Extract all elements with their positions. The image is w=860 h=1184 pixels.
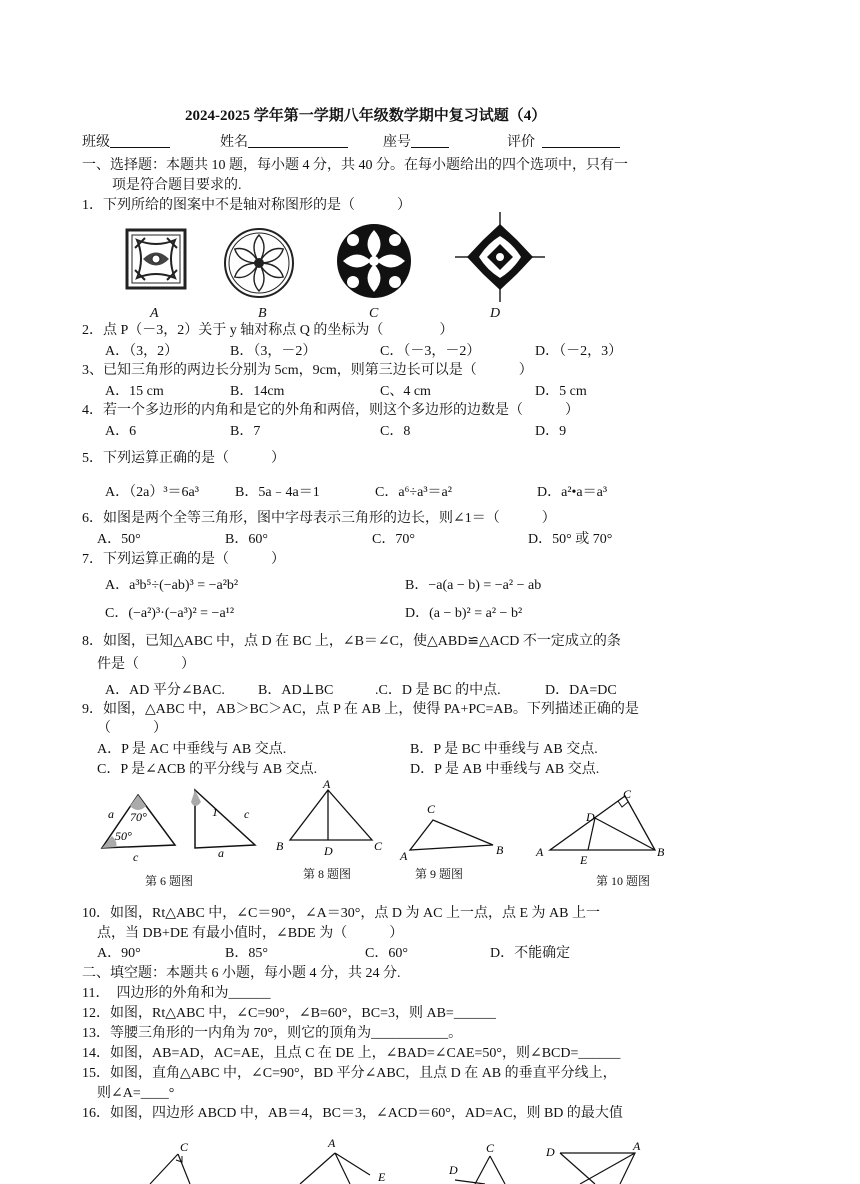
q4-option-d[interactable]: D．9: [535, 424, 567, 439]
q4-stem: 4．若一个多边形的内角和是它的外角和两倍，则这个多边形的边数是（ ）: [82, 403, 579, 418]
q10-caption: 第 10 题图: [596, 874, 651, 888]
q4-option-b[interactable]: B．7: [230, 424, 261, 439]
section2-heading: 二、填空题：本题共 6 小题，每小题 4 分，共 24 分.: [82, 966, 401, 981]
q14-figure: [290, 1135, 400, 1184]
q6-stem: 6．如图是两个全等三角形，图中字母表示三角形的边长，则∠1＝（ ）: [82, 511, 556, 526]
q8-label-d: D: [324, 844, 333, 858]
grade-field: [507, 133, 620, 152]
q2-stem: 2．点 P（－3，2）关于 y 轴对称点 Q 的坐标为（ ）: [82, 323, 454, 338]
q6-option-b[interactable]: B．60°: [225, 532, 268, 547]
q8-label-b: B: [276, 839, 284, 853]
q6-label-c2: c: [244, 807, 250, 821]
q9-option-d[interactable]: D．P 是 AB 中垂线与 AB 交点.: [410, 762, 600, 777]
page-title: 2024-2025 学年第一学期八年级数学期中复习试题（4）: [185, 108, 547, 124]
class-blank[interactable]: [110, 133, 170, 148]
q15-label-d: D: [449, 1163, 458, 1177]
pattern-c-image: [335, 222, 413, 300]
q15-label-c: C: [486, 1141, 495, 1155]
q12-figure: [140, 1140, 200, 1184]
q6-caption: 第 6 题图: [145, 874, 194, 888]
q9-label-a: A: [400, 849, 408, 863]
q8-stem: 8．如图，已知△ABC 中，点 D 在 BC 上，∠B＝∠C，使△ABD≌△ACD 不一定成立的条: [82, 634, 621, 649]
q6-label-c: c: [133, 850, 139, 864]
q5-stem: 5．下列运算正确的是（ ）: [82, 451, 285, 466]
q14-label-a: A: [328, 1136, 336, 1150]
q7-option-c[interactable]: C．(−a²)³·(−a³)² = −a¹²: [105, 606, 235, 621]
q2-option-c[interactable]: C．（－3，－2）: [380, 344, 481, 359]
q8-label-a: A: [323, 777, 331, 791]
q9-option-c[interactable]: C．P 是∠ACB 的平分线与 AB 交点.: [97, 762, 318, 777]
q10-label-c: C: [623, 787, 632, 801]
q12-label-c: C: [180, 1140, 189, 1154]
q5-option-d[interactable]: D．a²•a＝a³: [537, 485, 608, 500]
section1-heading-cont: 项是符合题目要求的.: [112, 178, 242, 193]
seat-field: [383, 133, 449, 152]
name-label: 姓名: [220, 135, 248, 150]
q16-figure: [540, 1135, 650, 1184]
q9-stem: 9．如图，△ABC 中，AB＞BC＞AC，点 P 在 AB 上，使得 PA+PC=AB。下列描述正确的是: [82, 702, 639, 717]
q10-label-b: B: [657, 845, 665, 859]
pattern-b-image: [222, 226, 296, 300]
q8-option-c[interactable]: .C．D 是 BC 的中点.: [375, 683, 501, 698]
q1-label-b: B: [258, 306, 267, 321]
q13-text: 13．等腰三角形的一内角为 70°，则它的顶角为___________。: [82, 1026, 463, 1041]
q10-label-a: A: [536, 845, 544, 859]
q10-option-b[interactable]: B．85°: [225, 946, 268, 961]
q6-label-a2: a: [218, 846, 224, 860]
q8-figure: [276, 777, 390, 858]
q7-option-b[interactable]: B．−a(a − b) = −a² − ab: [405, 578, 542, 593]
q3-option-c[interactable]: C、4 cm: [380, 384, 431, 399]
pattern-d-image: [455, 212, 545, 302]
pattern-a-image: [125, 228, 187, 290]
seat-label: 座号: [383, 135, 411, 150]
q6-option-c[interactable]: C．70°: [372, 532, 415, 547]
q16-label-d: D: [546, 1145, 555, 1159]
q16-text: 16．如图，四边形 ABCD 中，AB＝4，BC＝3，∠ACD＝60°，AD=AC，则 BD 的最大值: [82, 1106, 623, 1121]
q10-figure: [530, 787, 670, 867]
q8-stem-cont: 件是（ ）: [97, 657, 195, 672]
q1-label-c: C: [369, 306, 379, 321]
q2-option-a[interactable]: A．（3，2）: [105, 344, 179, 359]
q10-option-a[interactable]: A．90°: [97, 946, 141, 961]
q6-label-50: 50°: [115, 829, 132, 843]
q5-option-a[interactable]: A．（2a）³＝6a³: [105, 485, 199, 500]
q7-option-d[interactable]: D．(a − b)² = a² − b²: [405, 606, 523, 621]
q6-figure: [100, 790, 260, 865]
q6-option-d[interactable]: D．50° 或 70°: [528, 532, 613, 547]
q9-figure: [398, 800, 513, 863]
q16-label-a: A: [633, 1139, 641, 1153]
q10-label-e: E: [580, 853, 588, 867]
class-label: 班级: [82, 135, 110, 150]
q1-stem: 1．下列所给的图案中不是轴对称图形的是（ ）: [82, 198, 411, 213]
q6-label-70: 70°: [130, 810, 147, 824]
seat-blank[interactable]: [411, 133, 449, 148]
section1-heading: 一、选择题：本题共 10 题，每小题 4 分，共 40 分。在每小题给出的四个选项中，只有一: [82, 158, 628, 173]
q6-label-a: a: [108, 807, 114, 821]
q10-stem-cont: 点，当 DB+DE 有最小值时，∠BDE 为（ ）: [97, 926, 404, 941]
q9-option-b[interactable]: B．P 是 BC 中垂线与 AB 交点.: [410, 742, 598, 757]
q1-label-a: A: [150, 306, 159, 321]
grade-label: 评价: [507, 135, 535, 150]
q8-caption: 第 8 题图: [303, 867, 352, 881]
q6-option-a[interactable]: A．50°: [97, 532, 141, 547]
name-field: [220, 133, 348, 152]
q12-text: 12．如图，Rt△ABC 中，∠C=90°，∠B=60°，BC=3，则 AB=______: [82, 1006, 496, 1021]
q3-stem: 3、已知三角形的两边长分别为 5cm，9cm，则第三边长可以是（ ）: [82, 363, 533, 378]
q14-text: 14．如图，AB=AD，AC=AE，且点 C 在 DE 上，∠BAD=∠CAE=50°，则∠BCD=______: [82, 1046, 621, 1061]
q7-stem: 7．下列运算正确的是（ ）: [82, 552, 285, 567]
q8-option-b[interactable]: B．AD⊥BC: [258, 683, 334, 698]
name-blank[interactable]: [248, 133, 348, 148]
q15-line1: 15．如图，直角△ABC 中，∠C=90°，BD 平分∠ABC，且点 D 在 AB 的垂直平分线上，: [82, 1066, 617, 1081]
q3-option-a[interactable]: A．15 cm: [105, 384, 164, 399]
q4-option-c[interactable]: C．8: [380, 424, 411, 439]
q9-label-b: B: [496, 843, 504, 857]
q3-option-d[interactable]: D．5 cm: [535, 384, 587, 399]
grade-blank[interactable]: [542, 133, 620, 148]
q2-option-b[interactable]: B．（3，－2）: [230, 344, 317, 359]
q14-label-e: E: [378, 1170, 386, 1184]
q8-label-c: C: [374, 839, 383, 853]
q8-option-d[interactable]: D．DA=DC: [545, 683, 617, 698]
q10-option-c[interactable]: C．60°: [365, 946, 408, 961]
q8-option-a[interactable]: A．AD 平分∠BAC.: [105, 683, 225, 698]
q10-stem: 10．如图，Rt△ABC 中，∠C＝90°，∠A＝30°，点 D 为 AC 上一点，点 E 为 AB 上一: [82, 906, 600, 921]
q3-option-b[interactable]: B．14cm: [230, 384, 285, 399]
q7-option-a[interactable]: A．a³b⁵÷(−ab)³ = −a²b²: [105, 578, 239, 593]
q5-option-b[interactable]: B．5a﹣4a＝1: [235, 485, 320, 500]
class-field: [82, 133, 170, 152]
q9-stem-cont: （ ）: [97, 721, 167, 736]
q9-label-c: C: [427, 802, 436, 816]
q2-option-d[interactable]: D．（－2，3）: [535, 344, 623, 359]
q11-text: 11． 四边形的外角和为______: [82, 986, 271, 1001]
q9-option-a[interactable]: A．P 是 AC 中垂线与 AB 交点.: [97, 742, 287, 757]
q6-label-angle1: 1: [212, 805, 218, 819]
q15-figure: [445, 1140, 515, 1184]
q1-label-d: D: [490, 306, 501, 321]
q4-option-a[interactable]: A．6: [105, 424, 137, 439]
q10-option-d[interactable]: D．不能确定: [490, 946, 571, 961]
q10-label-d: D: [586, 810, 595, 824]
q15-line2: 则∠A=____°: [97, 1086, 175, 1101]
q5-option-c[interactable]: C．a⁶÷a³＝a²: [375, 485, 452, 500]
q9-caption: 第 9 题图: [415, 867, 464, 881]
